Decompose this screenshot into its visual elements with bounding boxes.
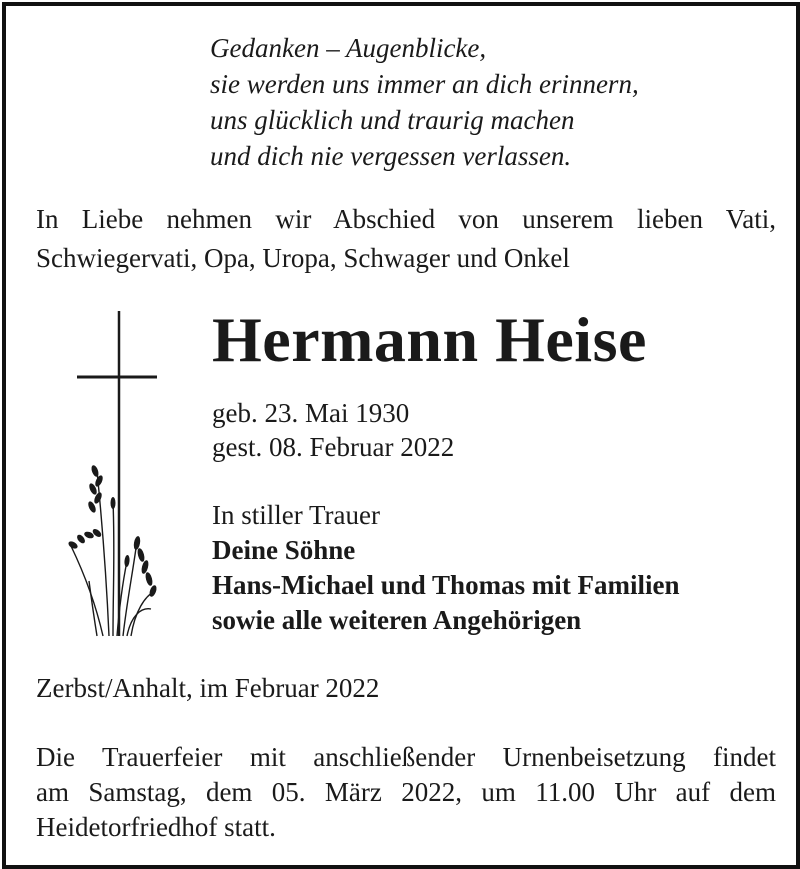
poem-line: Gedanken – Augenblicke,	[210, 33, 487, 63]
cross-with-wheat-icon	[61, 311, 171, 641]
funeral-line: Die Trauerfeier mit anschließender Urnenbeisetzung findet	[36, 742, 776, 772]
mourners-line: sowie alle weiteren Angehörigen	[212, 605, 582, 635]
poem-line: und dich nie vergessen verlassen.	[210, 141, 572, 171]
life-dates	[212, 396, 454, 464]
death-date: gest. 08. Februar 2022	[212, 432, 455, 462]
obituary-frame	[2, 2, 800, 869]
place-date: Zerbst/Anhalt, im Februar 2022	[36, 673, 380, 703]
mourners-line: Hans-Michael und Thomas mit Familien	[212, 570, 680, 600]
intro-line: Schwiegervati, Opa, Uropa, Schwager und Onkel	[36, 243, 570, 273]
mourners-intro: In stiller Trauer	[212, 500, 380, 530]
poem	[210, 30, 639, 174]
mourners-line: Deine Söhne	[212, 535, 356, 565]
funeral-line: Heidetorfriedhof statt.	[36, 812, 276, 842]
deceased-name: Hermann Heise	[212, 304, 647, 375]
funeral-line: am Samstag, dem 05. März 2022, um 11.00 Uhr auf dem	[36, 777, 776, 807]
poem-line: uns glücklich und traurig machen	[210, 105, 575, 135]
mourners	[212, 498, 680, 638]
intro-text	[36, 200, 776, 278]
intro-line: In Liebe nehmen wir Abschied von unserem lieben Vati,	[36, 204, 776, 234]
birth-date: geb. 23. Mai 1930	[212, 398, 410, 428]
funeral-info	[36, 740, 776, 845]
poem-line: sie werden uns immer an dich erinnern,	[210, 69, 639, 99]
